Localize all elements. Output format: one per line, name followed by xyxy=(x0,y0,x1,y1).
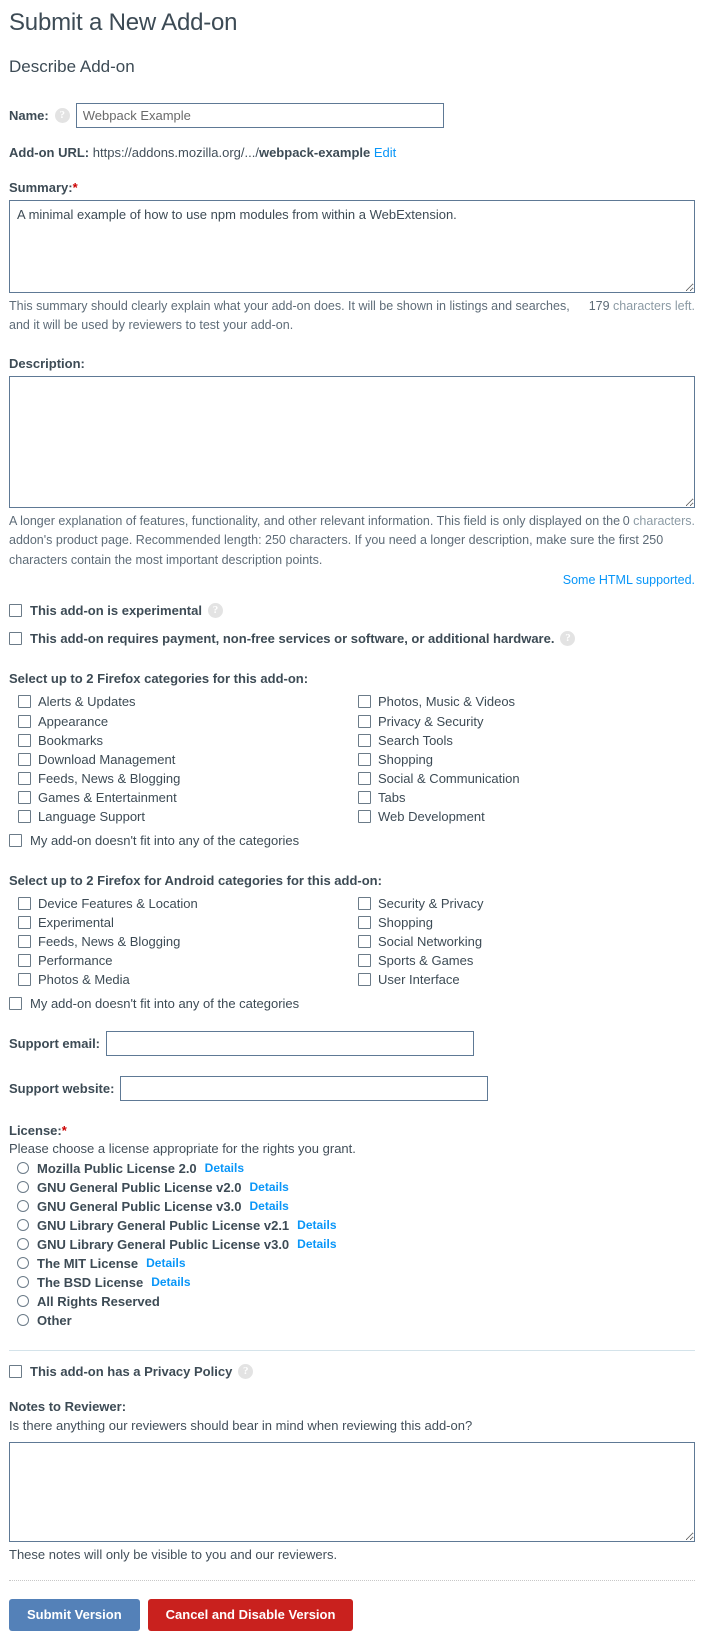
license-option[interactable] xyxy=(9,1292,695,1311)
firefox-nofit-label: My add-on doesn't fit into any of the categories xyxy=(30,832,300,848)
license-details-link[interactable]: Details xyxy=(297,1237,337,1251)
html-supported-note-row xyxy=(9,571,695,590)
support-email-row xyxy=(9,1031,695,1056)
license-option-label: Mozilla Public License 2.0 xyxy=(37,1160,197,1176)
description-textarea[interactable] xyxy=(9,376,695,508)
category-item[interactable] xyxy=(349,951,689,970)
section-title: Describe Add-on xyxy=(9,57,135,76)
category-item[interactable] xyxy=(9,692,349,711)
description-helptext: A longer explanation of features, functionality, and other relevant information. This field is only displayed on the addon's product page. Recommended length: 250 characters. If you need a longer description, make sure the first 250 characters contain the most important description points. xyxy=(9,513,664,567)
category-label: Photos & Media xyxy=(38,972,130,988)
category-item[interactable] xyxy=(349,711,689,730)
android-nofit-checkbox[interactable] xyxy=(9,997,22,1010)
category-label: Web Development xyxy=(378,809,485,825)
category-checkbox[interactable] xyxy=(18,772,31,785)
summary-helptext: This summary should clearly explain what your add-on does. It will be shown in listings and searches, and it will be used by reviewers to test your add-on. xyxy=(9,299,570,333)
category-item[interactable] xyxy=(349,894,689,913)
description-counter xyxy=(623,512,695,531)
category-label: Social Networking xyxy=(378,934,483,950)
license-radio[interactable] xyxy=(17,1200,29,1212)
page-title: Submit a New Add-on xyxy=(9,9,238,36)
category-checkbox[interactable] xyxy=(358,935,371,948)
category-checkbox[interactable] xyxy=(358,715,371,728)
license-radio[interactable] xyxy=(17,1276,29,1288)
license-details-link[interactable]: Details xyxy=(249,1180,289,1194)
category-label: User Interface xyxy=(378,972,460,988)
requires-payment-label: This add-on requires payment, non-free services or software, or additional hardware. xyxy=(30,631,555,647)
footer-divider xyxy=(9,1580,695,1581)
category-item[interactable] xyxy=(349,932,689,951)
category-checkbox[interactable] xyxy=(358,973,371,986)
privacy-policy-checkbox[interactable] xyxy=(9,1365,22,1378)
privacy-policy-row[interactable] xyxy=(9,1364,695,1379)
firefox-categories-nofit-row[interactable] xyxy=(9,833,695,848)
category-checkbox[interactable] xyxy=(18,954,31,967)
name-row xyxy=(9,103,695,128)
experimental-checkbox-row[interactable] xyxy=(9,603,695,618)
category-item[interactable] xyxy=(9,711,349,730)
support-website-label: Support website: xyxy=(9,1080,115,1096)
license-radio[interactable] xyxy=(17,1257,29,1269)
license-option-label: All Rights Reserved xyxy=(37,1293,160,1309)
license-required-mark: * xyxy=(61,1122,67,1138)
notes-label: Notes to Reviewer: xyxy=(9,1398,127,1414)
license-option-label: The MIT License xyxy=(37,1255,139,1271)
firefox-nofit-checkbox[interactable] xyxy=(9,834,22,847)
firefox-categories-right-column xyxy=(349,692,689,826)
license-option-label: GNU General Public License v2.0 xyxy=(37,1179,242,1195)
license-option[interactable] xyxy=(9,1254,695,1273)
category-checkbox[interactable] xyxy=(18,897,31,910)
license-option-label: GNU General Public License v3.0 xyxy=(37,1198,242,1214)
submit-version-button[interactable]: Submit Version xyxy=(9,1599,140,1631)
category-label: Photos, Music & Videos xyxy=(378,694,516,710)
license-radio[interactable] xyxy=(17,1295,29,1307)
license-option-label: GNU Library General Public License v2.1 xyxy=(37,1217,290,1233)
summary-counter-number: 179 xyxy=(588,299,610,313)
privacy-policy-label: This add-on has a Privacy Policy xyxy=(30,1363,233,1379)
description-label: Description: xyxy=(9,355,85,371)
category-label: Sports & Games xyxy=(378,953,474,969)
category-item[interactable] xyxy=(9,970,349,989)
category-item[interactable] xyxy=(349,692,689,711)
category-checkbox[interactable] xyxy=(18,973,31,986)
support-website-input[interactable] xyxy=(120,1076,488,1101)
category-label: Alerts & Updates xyxy=(38,694,136,710)
summary-required-mark: * xyxy=(72,180,78,195)
notes-textarea[interactable] xyxy=(9,1442,695,1542)
category-checkbox[interactable] xyxy=(18,916,31,929)
addon-url-slug: webpack-example xyxy=(258,145,371,160)
android-categories-nofit-row[interactable] xyxy=(9,996,695,1011)
category-item[interactable] xyxy=(9,913,349,932)
notes-subtitle: Is there anything our reviewers should bear in mind when reviewing this add-on? xyxy=(9,1417,473,1433)
requires-payment-checkbox-row[interactable] xyxy=(9,631,695,646)
license-option-label: The BSD License xyxy=(37,1274,144,1290)
summary-counter-suffix: characters left. xyxy=(609,299,695,313)
firefox-categories-heading: Select up to 2 Firefox categories for this add-on: xyxy=(9,671,309,687)
android-categories-left-column xyxy=(9,894,349,990)
category-checkbox[interactable] xyxy=(358,916,371,929)
category-label: Language Support xyxy=(38,809,145,825)
license-details-link[interactable]: Details xyxy=(146,1256,186,1270)
category-checkbox[interactable] xyxy=(18,753,31,766)
category-label: Tabs xyxy=(378,790,406,806)
firefox-categories-left-column xyxy=(9,692,349,826)
category-checkbox[interactable] xyxy=(358,954,371,967)
description-counter-suffix: characters. xyxy=(629,513,695,528)
category-label: Feeds, News & Blogging xyxy=(38,771,181,787)
category-item[interactable] xyxy=(349,788,689,807)
description-helptext-block xyxy=(9,512,695,570)
category-item[interactable] xyxy=(9,769,349,788)
summary-counter xyxy=(589,297,695,316)
category-checkbox[interactable] xyxy=(18,695,31,708)
cancel-and-disable-version-button[interactable]: Cancel and Disable Version xyxy=(148,1599,354,1631)
addon-url-base: https://addons.mozilla.org/.../ xyxy=(92,145,259,160)
category-item[interactable] xyxy=(349,807,689,826)
license-option-label: GNU Library General Public License v3.0 xyxy=(37,1236,290,1252)
name-input[interactable] xyxy=(76,103,444,128)
license-option[interactable] xyxy=(9,1273,695,1292)
license-details-link[interactable]: Details xyxy=(151,1275,191,1289)
android-categories-right-column xyxy=(349,894,689,990)
description-counter-number: 0 xyxy=(622,513,630,528)
summary-helptext-block xyxy=(9,297,695,336)
name-label: Name: xyxy=(9,108,49,123)
category-checkbox[interactable] xyxy=(358,791,371,804)
requires-payment-checkbox[interactable] xyxy=(9,632,22,645)
license-label xyxy=(9,1123,695,1138)
category-label: Bookmarks xyxy=(38,732,104,748)
category-checkbox[interactable] xyxy=(18,715,31,728)
category-label: Download Management xyxy=(38,751,176,767)
edit-url-link[interactable]: Edit xyxy=(373,145,397,160)
category-checkbox[interactable] xyxy=(358,810,371,823)
category-item[interactable] xyxy=(349,970,689,989)
category-label: Security & Privacy xyxy=(378,895,484,911)
license-option-label: Other xyxy=(37,1312,72,1328)
license-details-link[interactable]: Details xyxy=(204,1161,245,1175)
license-radio[interactable] xyxy=(17,1181,29,1193)
android-nofit-label: My add-on doesn't fit into any of the categories xyxy=(30,995,300,1011)
category-checkbox[interactable] xyxy=(358,734,371,747)
license-option[interactable] xyxy=(9,1311,695,1330)
license-details-link[interactable]: Details xyxy=(249,1199,289,1213)
license-radio[interactable] xyxy=(17,1219,29,1231)
category-item[interactable] xyxy=(349,769,689,788)
category-item[interactable] xyxy=(9,731,349,750)
license-radio[interactable] xyxy=(17,1162,29,1174)
support-email-input[interactable] xyxy=(106,1031,474,1056)
help-icon[interactable]: ? xyxy=(560,631,575,646)
license-option[interactable] xyxy=(9,1216,695,1235)
experimental-checkbox[interactable] xyxy=(9,604,22,617)
category-item[interactable] xyxy=(9,932,349,951)
support-website-row xyxy=(9,1076,695,1101)
category-item[interactable] xyxy=(349,913,689,932)
category-label: Privacy & Security xyxy=(378,713,484,729)
license-radio[interactable] xyxy=(17,1314,29,1326)
category-checkbox[interactable] xyxy=(18,935,31,948)
category-label: Shopping xyxy=(378,751,433,767)
notes-footnote: These notes will only be visible to you and our reviewers. xyxy=(9,1546,338,1562)
category-label: Experimental xyxy=(38,914,114,930)
category-checkbox[interactable] xyxy=(18,791,31,804)
category-item[interactable] xyxy=(9,807,349,826)
experimental-label: This add-on is experimental xyxy=(30,603,202,619)
support-email-label: Support email: xyxy=(9,1035,101,1051)
category-checkbox[interactable] xyxy=(358,753,371,766)
category-item[interactable] xyxy=(9,750,349,769)
help-icon[interactable]: ? xyxy=(208,603,223,618)
category-label: Search Tools xyxy=(378,732,453,748)
category-label: Performance xyxy=(38,953,113,969)
license-option[interactable] xyxy=(9,1235,695,1254)
addon-url-row xyxy=(9,145,695,160)
section-divider xyxy=(9,1350,695,1351)
help-icon[interactable]: ? xyxy=(55,108,70,123)
license-radio[interactable] xyxy=(17,1238,29,1250)
license-details-link[interactable]: Details xyxy=(297,1218,337,1232)
category-label: Social & Communication xyxy=(378,771,520,787)
submit-addon-page xyxy=(0,9,704,1631)
category-checkbox[interactable] xyxy=(358,695,371,708)
license-options-list xyxy=(9,1159,695,1330)
android-categories-columns xyxy=(9,894,695,990)
category-label: Feeds, News & Blogging xyxy=(38,934,181,950)
category-label: Shopping xyxy=(378,914,433,930)
help-icon[interactable]: ? xyxy=(238,1364,253,1379)
category-item[interactable] xyxy=(9,894,349,913)
summary-label xyxy=(9,180,695,195)
summary-label-text: Summary: xyxy=(9,180,73,195)
category-label: Games & Entertainment xyxy=(38,790,177,806)
category-label: Device Features & Location xyxy=(38,895,198,911)
addon-url-label: Add-on URL: xyxy=(9,145,90,160)
license-subtitle: Please choose a license appropriate for the rights you grant. xyxy=(9,1140,356,1156)
license-option[interactable] xyxy=(9,1197,695,1216)
license-label-text: License: xyxy=(9,1122,62,1138)
category-label: Appearance xyxy=(38,713,109,729)
license-option[interactable] xyxy=(9,1178,695,1197)
license-option[interactable] xyxy=(9,1159,695,1178)
category-checkbox[interactable] xyxy=(358,772,371,785)
category-item[interactable] xyxy=(9,788,349,807)
category-checkbox[interactable] xyxy=(18,810,31,823)
category-item[interactable] xyxy=(9,951,349,970)
summary-textarea[interactable] xyxy=(9,200,695,293)
category-item[interactable] xyxy=(349,750,689,769)
firefox-categories-columns xyxy=(9,692,695,826)
category-checkbox[interactable] xyxy=(358,897,371,910)
some-html-supported-link[interactable]: Some HTML supported. xyxy=(562,572,695,587)
android-categories-heading: Select up to 2 Firefox for Android categories for this add-on: xyxy=(9,872,382,888)
category-checkbox[interactable] xyxy=(18,734,31,747)
category-item[interactable] xyxy=(349,731,689,750)
